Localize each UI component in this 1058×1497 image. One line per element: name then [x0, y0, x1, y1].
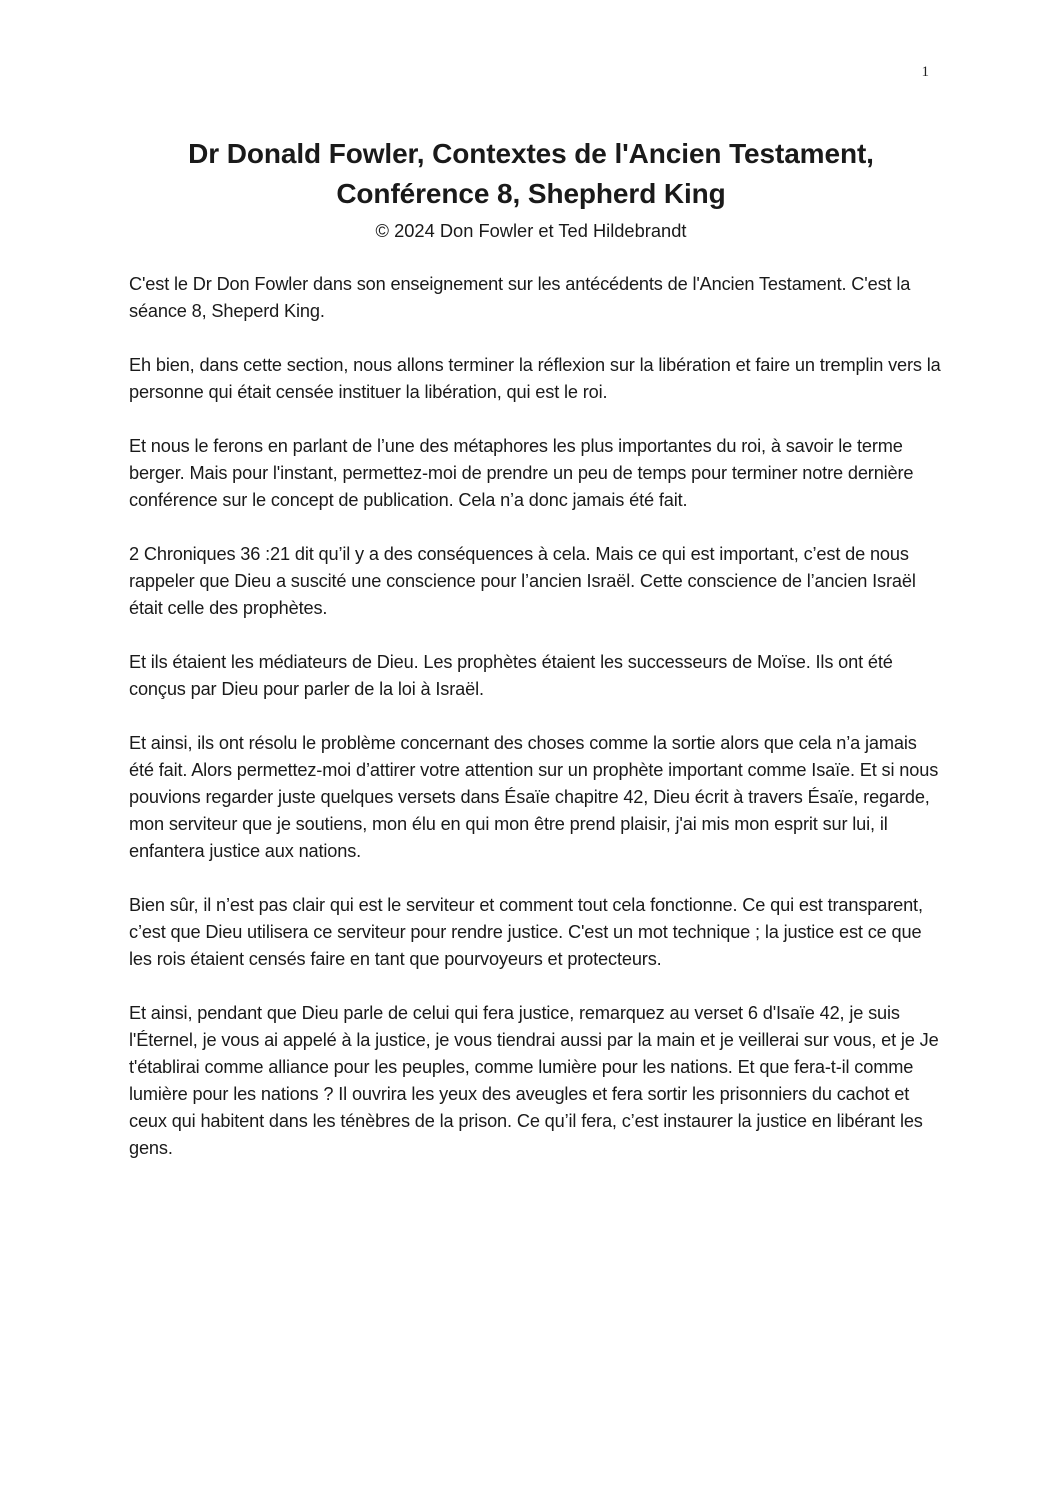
title-line-2: Conférence 8, Shepherd King: [336, 178, 726, 209]
page-number: 1: [921, 64, 929, 80]
title-line-1: Dr Donald Fowler, Contextes de l'Ancien Testament,: [188, 138, 874, 169]
paragraph: Et ainsi, ils ont résolu le problème concernant des choses comme la sortie alors que cela n’a jamais été fait. Alors permettez-moi d’attirer votre attention sur un prophète important comme Isaïe. Et si nous pouvions regarder juste quelques versets dans Ésaïe chapitre 42, Dieu écrit à travers Ésaïe, regarde, mon serviteur que je soutiens, mon élu en qui mon être prend plaisir, j'ai mis mon esprit sur lui, il enfantera justice aux nations.: [129, 733, 939, 861]
document-body: [129, 271, 941, 1189]
paragraph: Et nous le ferons en parlant de l’une des métaphores les plus importantes du roi, à savoir le terme berger. Mais pour l'instant, permettez-moi de prendre un peu de temps pour terminer notre dernière conférence sur le concept de publication. Cela n’a donc jamais été fait.: [129, 436, 914, 510]
paragraph: Eh bien, dans cette section, nous allons terminer la réflexion sur la libération et faire un tremplin vers la personne qui était censée instituer la libération, qui est le roi.: [129, 355, 941, 402]
document-title: [100, 134, 962, 214]
copyright-notice: © 2024 Don Fowler et Ted Hildebrandt: [375, 220, 687, 241]
paragraph: 2 Chroniques 36 :21 dit qu’il y a des conséquences à cela. Mais ce qui est important, c’est de nous rappeler que Dieu a suscité une conscience pour l’ancien Israël. Cette conscience de l’ancien Israël était celle des prophètes.: [129, 544, 916, 618]
paragraph: Bien sûr, il n’est pas clair qui est le serviteur et comment tout cela fonctionne. Ce qui est transparent, c’est que Dieu utilisera ce serviteur pour rendre justice. C'est un mot technique ; la justice est ce que les rois étaient censés faire en tant que pourvoyeurs et protecteurs.: [129, 895, 923, 969]
paragraph: Et ainsi, pendant que Dieu parle de celui qui fera justice, remarquez au verset 6 d'Isaïe 42, je suis l'Éternel, je vous ai appelé à la justice, je vous tiendrai aussi par la main et je veillerai sur vous, et je Je t'établirai comme alliance pour les peuples, comme lumière pour les nations. Et que fera-t-il comme lumière pour les nations ? Il ouvrira les yeux des aveugles et fera sortir les prisonniers du cachot et ceux qui habitent dans les ténèbres de la prison. Ce qu’il fera, c’est instaurer la justice en libérant les gens.: [129, 1003, 939, 1158]
paragraph: C'est le Dr Don Fowler dans son enseignement sur les antécédents de l'Ancien Testament. C'est la séance 8, Sheperd King.: [129, 274, 911, 321]
paragraph: Et ils étaient les médiateurs de Dieu. Les prophètes étaient les successeurs de Moïse. Ils ont été conçus par Dieu pour parler de la loi à Israël.: [129, 652, 893, 699]
